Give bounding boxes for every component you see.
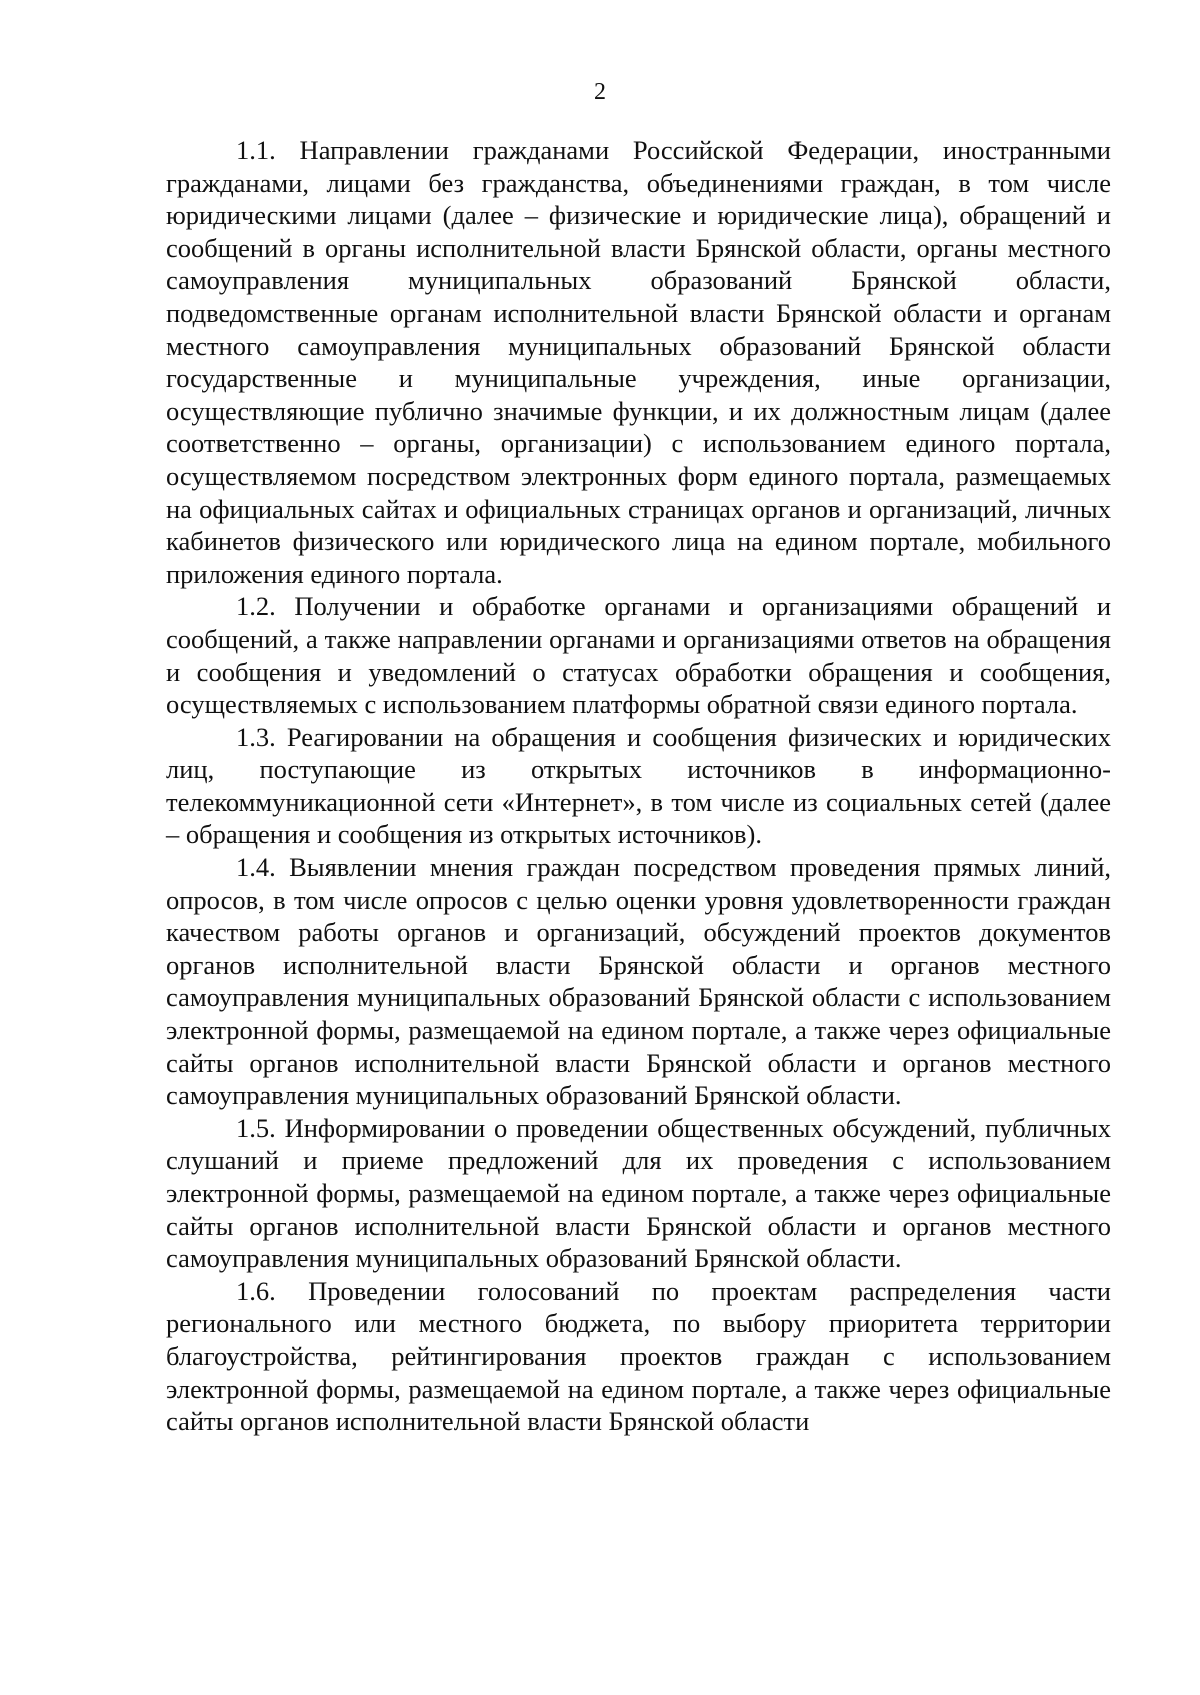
paragraph-1-2: 1.2. Получении и обработке органами и организациями обращений и сообщений, а также направлении органами и организациями ответов на обращения и сообщения и уведомлений о статусах обработки обращения и сообщения, осуществляемых с использованием платформы обратной связи единого портала. xyxy=(166,591,1111,720)
page-number: 2 xyxy=(594,79,606,105)
paragraph-1-5: 1.5. Информировании о проведении общественных обсуждений, публичных слушаний и приеме предложений для их проведения с использованием электронной формы, размещаемой на едином портале, а также через официальные сайты органов исполнительной власти Брянской области и органов местного самоуправления муниципальных образований Брянской области. xyxy=(166,1112,1111,1274)
document-body xyxy=(166,134,1111,1438)
paragraph-1-1: 1.1. Направлении гражданами Российской Федерации, иностранными гражданами, лицами без гражданства, объединениями граждан, в том числе юридическими лицами (далее – физические и юридические лица), обращений и сообщений в органы исполнительной власти Брянской области, органы местного самоуправления муниципальных образований Брянской области, подведомственные органам исполнительной власти Брянской области и органам местного самоуправления муниципальных образований Брянской области государственные и муниципальные учреждения, иные организации, осуществляющие публично значимые функции, и их должностным лицам (далее соответственно – органы, организации) с использованием единого портала, осуществляемом посредством электронных форм единого портала, размещаемых на официальных сайтах и официальных страницах органов и организаций, личных кабинетов физического или юридического лица на едином портале, мобильного приложения единого портала. xyxy=(166,135,1111,589)
paragraph-1-6: 1.6. Проведении голосований по проектам распределения части регионального или местного бюджета, по выбору приоритета территории благоустройства, рейтингирования проектов граждан с использованием электронной формы, размещаемой на едином портале, а также через официальные сайты органов исполнительной власти Брянской области xyxy=(166,1275,1111,1437)
paragraph-1-4: 1.4. Выявлении мнения граждан посредством проведения прямых линий, опросов, в том числе опросов с целью оценки уровня удовлетворенности граждан качеством работы органов и организаций, обсуждений проектов документов органов исполнительной власти Брянской области и органов местного самоуправления муниципальных образований Брянской области с использованием электронной формы, размещаемой на едином портале, а также через официальные сайты органов исполнительной власти Брянской области и органов местного самоуправления муниципальных образований Брянской области. xyxy=(166,852,1111,1111)
paragraph-1-3: 1.3. Реагировании на обращения и сообщения физических и юридических лиц, поступающие из открытых источников в информационно-телекоммуникационной сети «Интернет», в том числе из социальных сетей (далее – обращения и сообщения из открытых источников). xyxy=(166,721,1111,850)
